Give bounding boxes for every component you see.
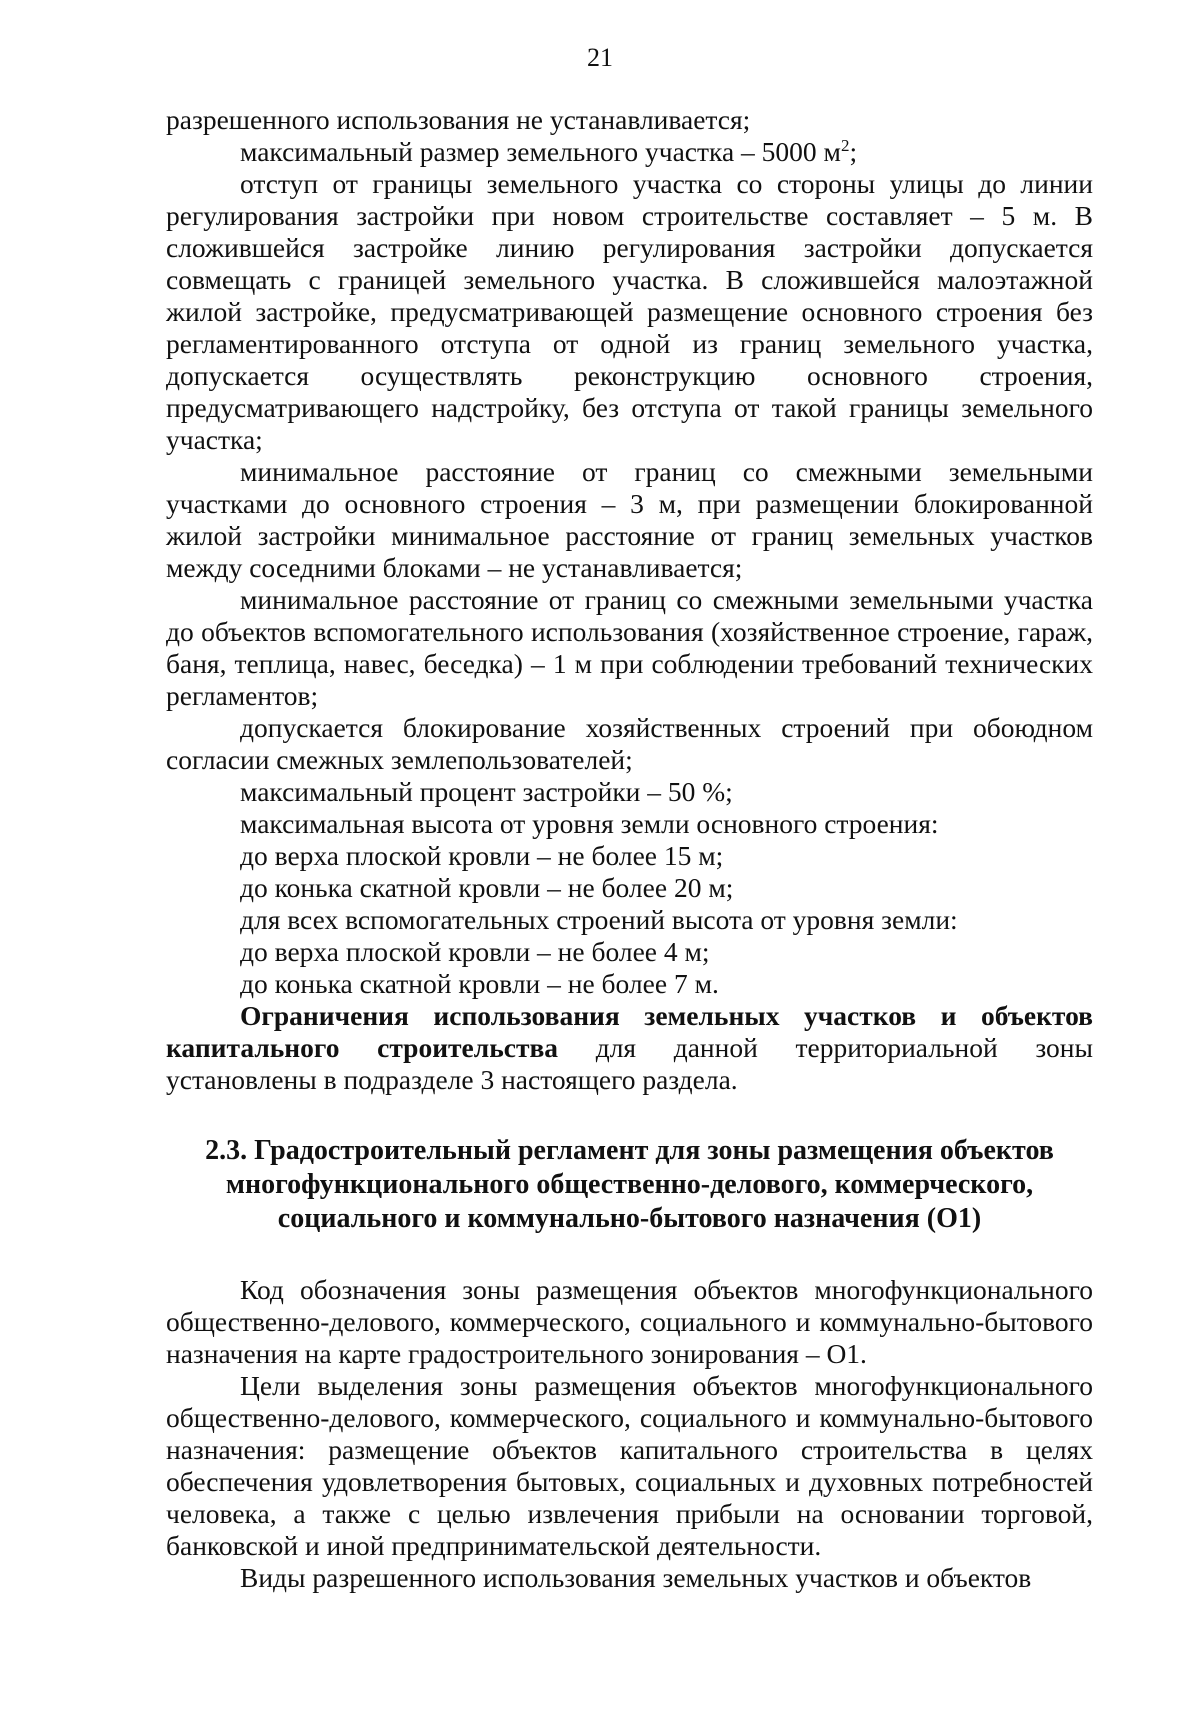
- paragraph-aux-height: для всех вспомогательных строений высота от уровня земли:: [240, 904, 958, 935]
- paragraph-min-distance-aux: минимальное расстояние от границ со смежными земельными участка до объектов вспомогательного использования (хозяйственное строение, гараж, баня, теплица, навес, беседка) – 1 м при соблюдении требований технических регламентов;: [166, 584, 1093, 711]
- heading-line-3: социального и коммунально-бытового назначения (О1): [277, 1203, 982, 1234]
- heading-line-1: 2.3. Градостроительный регламент для зоны размещения объектов: [205, 1135, 1054, 1166]
- paragraph-flat-roof-main: до верха плоской кровли – не более 15 м;: [240, 840, 724, 871]
- paragraph-setback: отступ от границы земельного участка со стороны улицы до линии регулирования застройки при новом строительстве составляет – 5 м. В сложившейся застройке линию регулирования застройки допускается совмещать с границей земельного участка. В сложившейся малоэтажной жилой застройке, предусматривающей размещение основного строения без регламентированного отступа от одной из границ земельного участка, допускается осуществлять реконструкцию основного строения, предусматривающего надстройку, без отступа от такой границы земельного участка;: [166, 168, 1093, 455]
- paragraph-1: разрешенного использования не устанавливается;: [166, 104, 751, 135]
- paragraph-max-coverage: максимальный процент застройки – 50 %;: [240, 776, 733, 807]
- max-plot-size-end: ;: [849, 136, 858, 167]
- restrictions-bold-text: Ограничения использования земельных участков и объектов капитального строительства: [166, 1000, 1093, 1063]
- heading-line-2: многофункционального общественно-делового, коммерческого,: [225, 1169, 1034, 1200]
- paragraph-flat-roof-aux: до верха плоской кровли – не более 4 м;: [240, 936, 710, 967]
- page-number: 21: [587, 43, 613, 72]
- superscript-2: 2: [840, 135, 850, 155]
- paragraph-pitched-roof-main: до конька скатной кровли – не более 20 м;: [240, 872, 734, 903]
- paragraph-zone-code: Код обозначения зоны размещения объектов многофункционального общественно-делового, коммерческого, социального и коммунально-бытового назначения на карте градостроительного зонирования – О1.: [166, 1274, 1093, 1369]
- paragraph-max-height: максимальная высота от уровня земли основного строения:: [240, 808, 939, 839]
- paragraph-min-distance-main: минимальное расстояние от границ со смежными земельными участками до основного строения – 3 м, при размещении блокированной жилой застройки минимальное расстояние от границ земельных участков между соседними блоками – не устанавливается;: [166, 456, 1093, 583]
- paragraph-blocking: допускается блокирование хозяйственных строений при обоюдном согласии смежных землепользователей;: [166, 712, 1093, 775]
- section-heading: [166, 1134, 1093, 1236]
- document-body: [166, 104, 1093, 1594]
- paragraph-zone-goals: Цели выделения зоны размещения объектов многофункционального общественно-делового, коммерческого, социального и коммунально-бытового назначения: размещение объектов капитального строительства в целях обеспечения удовлетворения бытовых, социальных и духовных потребностей человека, а также с целью извлечения прибыли на основании торговой, банковской и иной предпринимательской деятельности.: [166, 1370, 1093, 1561]
- restrictions-text: для данной территориальной зоны установлены в подразделе 3 настоящего раздела.: [166, 1032, 1093, 1095]
- paragraph-pitched-roof-aux: до конька скатной кровли – не более 7 м.: [240, 968, 719, 999]
- paragraph-max-plot-size: [166, 136, 1093, 168]
- max-plot-size-text: максимальный размер земельного участка – 5000 м: [240, 136, 841, 167]
- paragraph-permitted-uses: Виды разрешенного использования земельных участков и объектов: [240, 1562, 1032, 1593]
- paragraph-restrictions: [166, 1000, 1093, 1096]
